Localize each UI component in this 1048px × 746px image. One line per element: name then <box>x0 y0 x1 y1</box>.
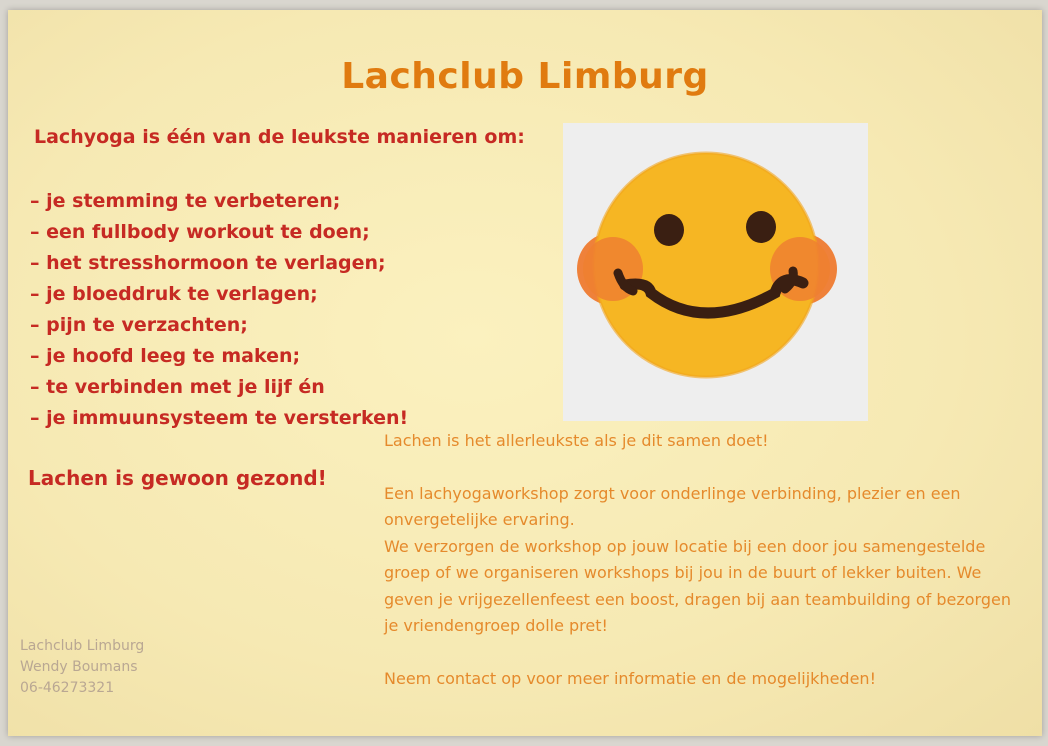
tagline: Lachen is gewoon gezond! <box>28 466 327 490</box>
list-item: – je bloeddruk te verlagen; <box>30 283 318 305</box>
flyer-card <box>8 10 1042 736</box>
smiley-face-icon <box>563 123 868 421</box>
list-item: – je immuunsysteem te versterken! <box>30 407 409 429</box>
flyer-title: Lachclub Limburg <box>341 56 709 97</box>
paragraph: Een lachyogaworkshop zorgt voor onderlinge verbinding, plezier en een onvergetelijke ervaring. <box>384 483 961 529</box>
benefits-list <box>30 186 408 434</box>
list-item: – pijn te verzachten; <box>30 314 248 336</box>
list-item: – je stemming te verbeteren; <box>30 190 341 212</box>
list-item: – te verbinden met je lijf én <box>30 376 325 398</box>
list-item: – je hoofd leeg te maken; <box>30 345 301 367</box>
paragraph: Neem contact op voor meer informatie en de mogelijkheden! <box>384 668 876 688</box>
workshop-description <box>384 428 1029 692</box>
contact-phone: 06-46273321 <box>20 680 115 696</box>
contact-block <box>20 636 144 699</box>
list-item: – een fullbody workout te doen; <box>30 221 370 243</box>
intro-text: Lachyoga is één van de leukste manieren om: <box>34 126 525 148</box>
smiley-image <box>563 123 868 421</box>
contact-organization: Lachclub Limburg <box>20 638 145 654</box>
paragraph: Lachen is het allerleukste als je dit samen doet! <box>384 431 769 450</box>
paragraph: We verzorgen de workshop op jouw locatie bij een door jou samengestelde groep of we organiseren workshops bij jou in de buurt of lekker buiten. We geven je vrijgezellenfeest een boost, dragen bij aan teambuilding of bezorgen je vriendengroep dolle pret! <box>384 536 1011 635</box>
list-item: – het stresshormoon te verlagen; <box>30 252 386 274</box>
contact-name: Wendy Boumans <box>20 659 138 675</box>
